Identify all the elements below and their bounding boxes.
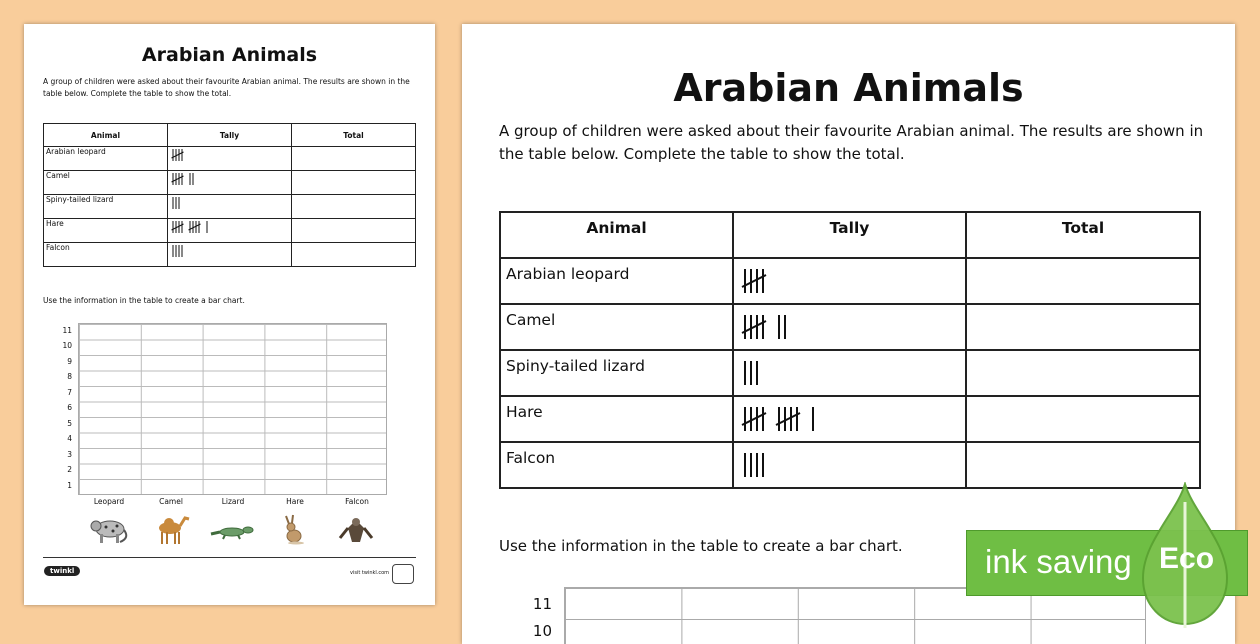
thumb-total-cell <box>292 219 416 243</box>
tally-marks <box>170 219 213 235</box>
table-row <box>44 147 416 171</box>
chart-instruction: Use the information in the table to create a bar chart. <box>499 537 903 555</box>
x-axis-label: Leopard <box>93 497 125 506</box>
y-axis-number: 10 <box>532 622 552 640</box>
ink-saving-label: ink saving <box>985 543 1132 580</box>
header-tally: Tally <box>733 212 966 258</box>
tally-cell <box>733 442 966 488</box>
tally-marks <box>170 243 188 259</box>
tally-marks <box>170 171 199 187</box>
tally-cell <box>733 304 966 350</box>
thumb-header-animal: Animal <box>44 124 168 147</box>
thumb-header-tally: Tally <box>168 124 292 147</box>
total-cell[interactable] <box>966 350 1200 396</box>
animal-cell: Arabian leopard <box>500 258 733 304</box>
thumb-tally-cell <box>168 171 292 195</box>
y-axis-number: 2 <box>67 465 72 474</box>
y-axis-number: 9 <box>67 357 72 366</box>
thumb-animal-cell: Hare <box>44 219 168 243</box>
page-title: Arabian Animals <box>673 66 1024 110</box>
thumb-intro: A group of children were asked about their favourite Arabian animal. The results are shown in the table below. Complete the table to show the total. <box>43 77 410 98</box>
thumb-tally-cell <box>168 147 292 171</box>
tally-marks <box>739 449 775 481</box>
thumb-footer-divider <box>43 557 416 558</box>
worksheet-thumbnail[interactable] <box>24 24 435 605</box>
thumb-tally-cell <box>168 219 292 243</box>
x-axis-label: Camel <box>159 497 183 506</box>
thumb-title: Arabian Animals <box>141 44 318 66</box>
leopard-picture <box>86 514 130 546</box>
thumb-header-total: Total <box>292 124 416 147</box>
y-axis-number: 3 <box>67 450 72 459</box>
thumb-chart-grid <box>78 323 387 495</box>
thumb-animal-cell: Camel <box>44 171 168 195</box>
table-row <box>500 350 1200 396</box>
total-cell[interactable] <box>966 396 1200 442</box>
quality-badge-icon <box>392 564 414 584</box>
table-row <box>500 258 1200 304</box>
total-cell[interactable] <box>966 304 1200 350</box>
thumb-tally-cell <box>168 243 292 267</box>
tally-table <box>499 211 1201 489</box>
tally-marks <box>739 357 769 389</box>
header-total: Total <box>966 212 1200 258</box>
y-axis-number: 11 <box>532 595 552 613</box>
thumb-total-cell <box>292 243 416 267</box>
thumb-tally-table <box>43 123 416 267</box>
tally-marks <box>739 265 775 297</box>
animal-cell: Falcon <box>500 442 733 488</box>
tally-marks <box>170 195 185 211</box>
animal-cell: Camel <box>500 304 733 350</box>
table-row <box>500 304 1200 350</box>
table-row <box>44 171 416 195</box>
thumb-tally-cell <box>168 195 292 219</box>
thumb-animal-cell: Spiny-tailed lizard <box>44 195 168 219</box>
tally-cell <box>733 396 966 442</box>
y-axis-number: 1 <box>67 481 72 490</box>
y-axis-number: 11 <box>62 326 72 335</box>
total-cell[interactable] <box>966 258 1200 304</box>
footer-url[interactable]: visit twinkl.com <box>350 570 390 576</box>
table-row <box>500 442 1200 488</box>
thumb-animal-cell: Falcon <box>44 243 168 267</box>
x-axis-label: Falcon <box>345 497 369 506</box>
falcon-picture <box>334 514 378 546</box>
thumb-instruction: Use the information in the table to create a bar chart. <box>43 296 245 305</box>
table-row <box>44 219 416 243</box>
table-row <box>44 195 416 219</box>
y-axis-number: 5 <box>67 419 72 428</box>
tally-cell <box>733 350 966 396</box>
thumb-total-cell <box>292 171 416 195</box>
tally-marks <box>739 311 797 343</box>
animal-cell: Hare <box>500 396 733 442</box>
thumb-total-cell <box>292 195 416 219</box>
hare-picture <box>272 514 316 546</box>
y-axis-number: 8 <box>67 372 72 381</box>
x-axis-label: Hare <box>286 497 304 506</box>
table-row <box>500 396 1200 442</box>
y-axis-number: 6 <box>67 403 72 412</box>
tally-marks <box>170 147 188 163</box>
camel-picture <box>148 514 192 546</box>
twinkl-logo[interactable]: twinkl <box>44 566 80 576</box>
animal-cell: Spiny-tailed lizard <box>500 350 733 396</box>
y-axis-number: 7 <box>67 388 72 397</box>
y-axis-number: 10 <box>62 341 72 350</box>
tally-cell <box>733 258 966 304</box>
eco-label: Eco <box>1159 542 1215 575</box>
y-axis-number: 4 <box>67 434 72 443</box>
x-axis-label: Lizard <box>221 497 245 506</box>
table-row <box>44 243 416 267</box>
thumb-total-cell <box>292 147 416 171</box>
tally-marks <box>739 403 825 435</box>
header-animal: Animal <box>500 212 733 258</box>
intro-text: A group of children were asked about their favourite Arabian animal. The results are shown in the table below. Complete the table to show the total. <box>499 122 1204 163</box>
lizard-picture <box>210 514 254 546</box>
thumb-animal-cell: Arabian leopard <box>44 147 168 171</box>
